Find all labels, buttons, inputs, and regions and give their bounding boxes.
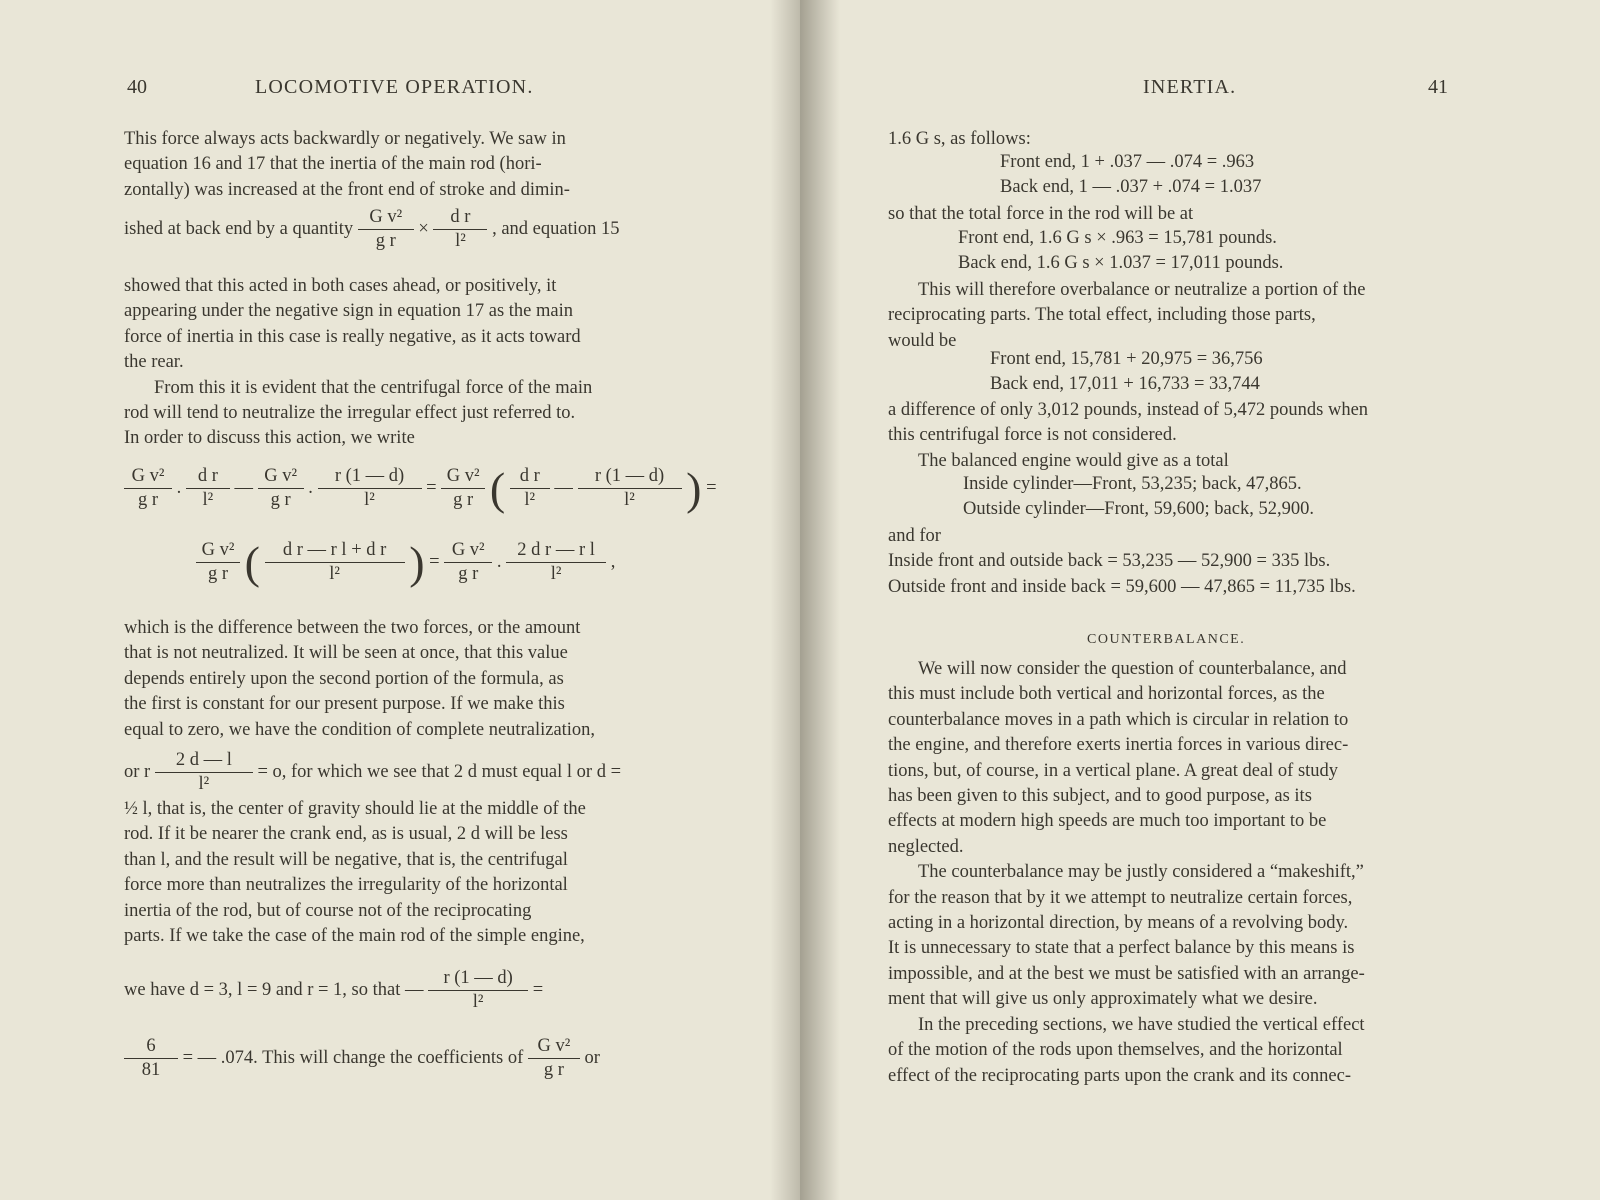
denominator: g r xyxy=(543,1060,564,1080)
fraction-bar xyxy=(124,488,172,489)
text-fragment: = o, for which we see that 2 d must equal l or d = xyxy=(257,761,622,782)
outside-cylinder: Outside cylinder—Front, 59,600; back, 52,900. xyxy=(963,499,1314,519)
running-head-right: INERTIA. xyxy=(1143,76,1237,98)
denominator: l² xyxy=(364,490,375,510)
paragraph-counterbalance xyxy=(888,657,1448,1089)
text-line: Inside front and outside back = 53,235 — 52,900 = 335 lbs. xyxy=(888,551,1331,572)
text-line: 1.6 G s, as follows: xyxy=(888,129,1031,149)
numerator: G v² xyxy=(451,540,485,560)
denominator: g r xyxy=(458,564,479,584)
text-line: inertia of the rod, but of course not of the reciprocating xyxy=(124,900,532,921)
text-fragment: we have d = 3, l = 9 and r = 1, so that — xyxy=(124,979,424,1000)
fraction xyxy=(196,540,240,585)
text-line: impossible, and at the best we must be satisfied with an arrange- xyxy=(888,963,1365,984)
fraction xyxy=(444,540,492,585)
text-line: the rear. xyxy=(124,352,184,373)
equation-second: $\frac{\text{G v²}}{\text{g r}}$ ( $\frac{\text{d r — r l + d r}}{\text{l²}}$ ) = $\frac{\text{G v²}}{\text{g r}}$ . $\frac{\text{2 d r — r l}}{\text{l²}}$ , xyxy=(196,536,615,589)
text-line: of the motion of the rods upon themselves, and the horizontal xyxy=(888,1040,1343,1061)
text-line: would be xyxy=(888,330,957,351)
denominator: g r xyxy=(137,490,159,510)
paragraph-3 xyxy=(124,616,698,743)
operator: = xyxy=(426,477,437,498)
text-line: ½ l, that is, the center of gravity should lie at the middle of the xyxy=(124,799,586,819)
fraction xyxy=(528,1036,580,1081)
text-line: the first is constant for our present purpose. If we make this xyxy=(124,694,565,715)
text-fragment: = — .074. This will change the coefficients of xyxy=(182,1047,524,1068)
denominator: l² xyxy=(198,774,210,794)
text-line: so that the total force in the rod will be at xyxy=(888,204,1194,224)
total-intro xyxy=(888,202,1448,227)
fraction-bar xyxy=(186,488,230,489)
bracket: ( xyxy=(244,537,260,588)
intro-line xyxy=(888,127,1448,152)
text-line: that is not neutralized. It will be seen at once, that this value xyxy=(124,643,568,664)
gutter-shadow-right xyxy=(800,0,840,1200)
text-fragment: or r xyxy=(124,761,151,782)
fraction-bar xyxy=(196,562,240,563)
text-fragment: = xyxy=(532,979,544,1000)
fraction xyxy=(124,466,172,511)
numerator: G v² xyxy=(131,466,165,486)
fraction-bar xyxy=(258,488,304,489)
text-line: rod. If it be nearer the crank end, as is usual, 2 d will be less xyxy=(124,824,568,845)
fraction xyxy=(441,466,485,511)
text-line: Outside front and inside back = 59,600 — 47,865 = 11,735 lbs. xyxy=(888,576,1356,597)
fraction xyxy=(506,540,606,585)
operator: = xyxy=(429,551,440,572)
text-line: zontally) was increased at the front end of stroke and dimin- xyxy=(124,179,570,200)
paragraph-1-continued xyxy=(124,274,698,452)
text-line: In order to discuss this action, we write xyxy=(124,428,415,449)
text-line: which is the difference between the two forces, or the amount xyxy=(124,618,581,638)
bracket: ) xyxy=(409,537,425,588)
numerator: r (1 — d) xyxy=(334,466,405,486)
numerator: 6 xyxy=(146,1036,156,1056)
text-line: equation 16 and 17 that the inertia of the main rod (hori- xyxy=(124,154,542,175)
fraction xyxy=(124,1036,178,1081)
operator: , xyxy=(610,551,616,572)
denominator: l² xyxy=(472,992,484,1012)
coefficient-front: Front end, 1 + .037 — .074 = .963 xyxy=(1000,152,1255,172)
text-line: has been given to this subject, and to good purpose, as its xyxy=(888,786,1312,807)
text-line: equal to zero, we have the condition of complete neutralization, xyxy=(124,719,596,740)
running-head-left: LOCOMOTIVE OPERATION. xyxy=(255,76,534,98)
fraction-bar xyxy=(358,229,414,230)
gutter-shadow-left xyxy=(770,0,800,1200)
text-line: It is unnecessary to state that a perfect balance by this means is xyxy=(888,938,1355,959)
text-line: and for xyxy=(888,526,941,546)
fraction-bar xyxy=(124,1058,178,1059)
text-fragment: or xyxy=(584,1047,600,1068)
fraction-bar xyxy=(428,990,528,991)
fraction-bar xyxy=(510,488,550,489)
and-for-block xyxy=(888,524,1448,600)
denominator: 81 xyxy=(141,1060,161,1080)
fraction xyxy=(428,968,528,1013)
fraction xyxy=(318,466,422,511)
text-line: force more than neutralizes the irregularity of the horizontal xyxy=(124,875,568,896)
text-line: for the reason that by it we attempt to neutralize certain forces, xyxy=(888,887,1353,908)
zero-condition-line xyxy=(124,750,621,795)
text-line: This will therefore overbalance or neutralize a portion of the xyxy=(918,280,1366,300)
fraction-bar xyxy=(265,562,405,563)
numerator: d r xyxy=(197,466,218,486)
total-back: Back end, 17,011 + 16,733 = 33,744 xyxy=(990,374,1260,394)
fraction-bar xyxy=(506,562,606,563)
bracket: ( xyxy=(489,463,506,514)
numerator: G v² xyxy=(201,540,235,560)
denominator: l² xyxy=(524,490,536,510)
fraction-bar xyxy=(578,488,682,489)
text-line: parts. If we take the case of the main rod of the simple engine, xyxy=(124,926,585,947)
text-fragment: ished at back end by a quantity xyxy=(124,218,354,239)
numerator: d r xyxy=(519,466,540,486)
numerator: d r — r l + d r xyxy=(282,540,387,560)
operator: . xyxy=(308,477,313,498)
paragraph-overbalance xyxy=(888,278,1448,354)
denominator: l² xyxy=(624,490,635,510)
text-line: this centrifugal force is not considered. xyxy=(888,425,1177,446)
total-front: Front end, 15,781 + 20,975 = 36,756 xyxy=(990,349,1263,369)
numerator: 2 d — l xyxy=(175,750,232,770)
fraction xyxy=(155,750,253,795)
text-line: tions, but, of course, in a vertical plane. A great deal of study xyxy=(888,760,1339,781)
text-line: neglected. xyxy=(888,836,964,857)
text-line: appearing under the negative sign in equation 17 as the main xyxy=(124,301,574,322)
page-number-left: 40 xyxy=(127,76,147,98)
fraction-bar xyxy=(444,562,492,563)
text-line: In the preceding sections, we have studied the vertical effect xyxy=(918,1014,1365,1035)
text-line: effects at modern high speeds are much too important to be xyxy=(888,811,1327,832)
denominator: g r xyxy=(453,490,474,510)
paragraph-difference xyxy=(888,398,1448,474)
text-line: rod will tend to neutralize the irregular effect just referred to. xyxy=(124,403,576,424)
denominator: l² xyxy=(550,564,562,584)
inside-cylinder: Inside cylinder—Front, 53,235; back, 47,865. xyxy=(963,474,1302,494)
fraction-bar xyxy=(528,1058,580,1059)
paragraph-4 xyxy=(124,797,698,949)
text-line: The counterbalance may be justly considered a “makeshift,” xyxy=(918,862,1364,883)
fraction xyxy=(265,540,405,585)
text-line: a difference of only 3,012 pounds, instead of 5,472 pounds when xyxy=(888,400,1369,420)
text-line: than l, and the result will be negative, that is, the centrifugal xyxy=(124,849,568,870)
fraction xyxy=(510,466,550,511)
numerator: G v² xyxy=(537,1036,571,1056)
text-line: The balanced engine would give as a total xyxy=(918,450,1229,471)
fraction xyxy=(358,207,414,252)
numerator: G v² xyxy=(369,207,403,227)
coefficient-line xyxy=(124,1036,600,1081)
inline-fraction-line xyxy=(124,207,698,252)
text-line: This force always acts backwardly or negatively. We saw in xyxy=(124,129,566,149)
denominator: l² xyxy=(202,490,214,510)
fraction xyxy=(186,466,230,511)
numerator: 2 d r — r l xyxy=(517,540,595,560)
denominator: g r xyxy=(270,490,291,510)
text-line: From this it is evident that the centrifugal force of the main xyxy=(154,377,593,398)
denominator: l² xyxy=(329,564,340,584)
text-line: this must include both vertical and horizontal forces, as the xyxy=(888,684,1325,705)
fraction-bar xyxy=(318,488,422,489)
text-line: the engine, and therefore exerts inertia forces in various direc- xyxy=(888,735,1349,756)
denominator: l² xyxy=(455,231,466,251)
numerator: G v² xyxy=(446,466,480,486)
denominator: g r xyxy=(207,564,229,584)
fraction xyxy=(433,207,487,252)
operator: — xyxy=(554,477,573,498)
bracket: ) xyxy=(686,463,702,514)
operator: — xyxy=(234,477,253,498)
text-line: depends entirely upon the second portion of the formula, as xyxy=(124,668,564,689)
text-line: effect of the reciprocating parts upon the crank and its connec- xyxy=(888,1065,1351,1086)
text-line: reciprocating parts. The total effect, including those parts, xyxy=(888,305,1316,326)
operator: = xyxy=(706,477,717,498)
text-line: counterbalance moves in a path which is circular in relation to xyxy=(888,709,1349,730)
operator: × xyxy=(418,218,429,239)
paragraph-1 xyxy=(124,127,698,203)
coefficient-back: Back end, 1 — .037 + .074 = 1.037 xyxy=(1000,177,1262,197)
numerator: G v² xyxy=(264,466,298,486)
numerator: d r xyxy=(450,207,471,227)
fraction-bar xyxy=(441,488,485,489)
text-line: acting in a horizontal direction, by means of a revolving body. xyxy=(888,913,1349,934)
fraction xyxy=(578,466,682,511)
denominator: g r xyxy=(375,231,396,251)
text-line: showed that this acted in both cases ahead, or positively, it xyxy=(124,276,557,296)
section-title: COUNTERBALANCE. xyxy=(1087,632,1246,647)
fraction-bar xyxy=(433,229,487,230)
force-back: Back end, 1.6 G s × 1.037 = 17,011 pounds. xyxy=(958,253,1284,273)
equation-main xyxy=(124,462,717,515)
fraction-bar xyxy=(155,772,253,773)
fraction xyxy=(258,466,304,511)
force-front: Front end, 1.6 G s × .963 = 15,781 pounds. xyxy=(958,228,1277,248)
text-line: ment that will give us only approximately what we desire. xyxy=(888,989,1318,1010)
right-page xyxy=(800,0,1600,1200)
page-number-right: 41 xyxy=(1428,76,1448,98)
numerator: r (1 — d) xyxy=(594,466,665,486)
text-fragment: , and equation 15 xyxy=(492,218,620,239)
numerator: r (1 — d) xyxy=(443,968,513,988)
operator: . xyxy=(176,477,182,498)
text-line: force of inertia in this case is really negative, as it acts toward xyxy=(124,326,581,347)
text-line: We will now consider the question of counterbalance, and xyxy=(918,659,1347,679)
values-line xyxy=(124,968,543,1013)
